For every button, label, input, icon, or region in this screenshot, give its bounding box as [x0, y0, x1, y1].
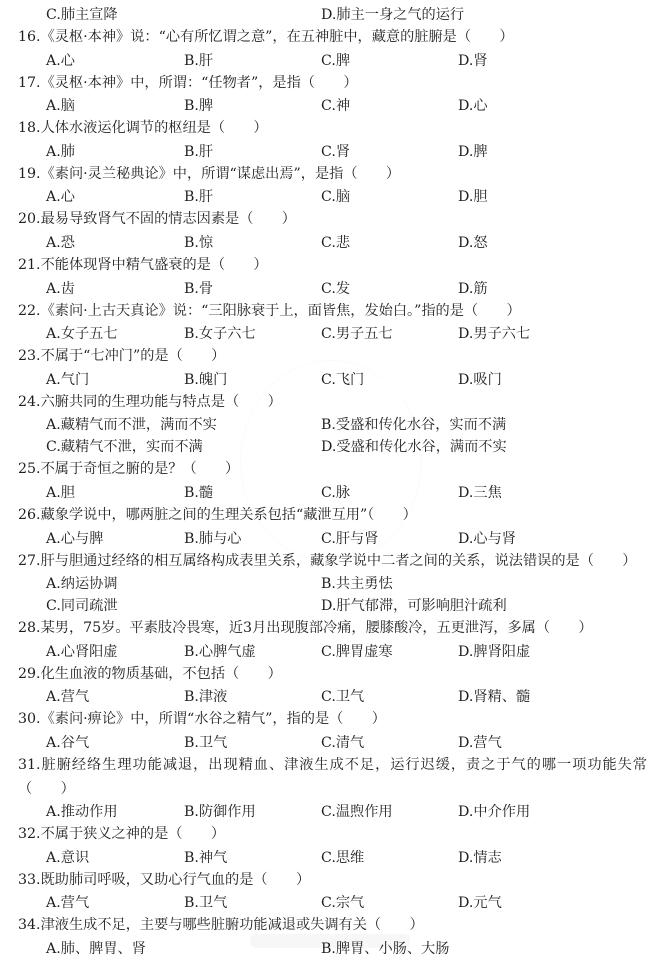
- option: B.肝: [184, 143, 214, 160]
- option: D.心: [458, 98, 488, 115]
- option: D.中介作用: [458, 804, 531, 821]
- option-row: [18, 482, 647, 504]
- question-stem: 25.不属于奇恒之腑的是？（ ）: [18, 461, 240, 478]
- option: C.脑: [321, 189, 351, 206]
- option-row: [18, 686, 647, 708]
- option-row: [18, 528, 647, 550]
- option: A.肺: [46, 143, 75, 160]
- option: A.心肾阳虚: [46, 643, 118, 660]
- question-stem: 18.人体水液运化调节的枢纽是（ ）: [18, 120, 268, 137]
- question-stem: 33.既助肺司呼吸，又助心行气血的是（ ）: [18, 871, 311, 888]
- option: C.脾胃虚寒: [321, 643, 393, 660]
- option: A.恐: [46, 234, 75, 251]
- option: B.骨: [184, 280, 214, 297]
- option: A.肺、脾胃、肾: [46, 940, 146, 957]
- option: B.髓: [184, 484, 214, 501]
- option-row: [18, 4, 647, 26]
- question-stem: 20.最易导致肾气不固的情志因素是（ ）: [18, 211, 296, 228]
- question-stem: 30.《素问·痹论》中，所谓“水谷之精气”，指的是（ ）: [18, 711, 386, 728]
- option: B.肺与心: [184, 530, 242, 547]
- option: D.肝气郁滞，可影响胆汁疏利: [321, 598, 507, 615]
- option: B.脾: [184, 98, 214, 115]
- option: D.肺主一身之气的运行: [321, 7, 465, 23]
- question-stem: 27.肝与胆通过经络的相互属络构成表里关系，藏象学说中二者之间的关系，说法错误的是（ ）: [18, 552, 637, 569]
- option: A.营气: [46, 689, 90, 706]
- option-row: [18, 186, 647, 208]
- question-stem: 23.不属于“七冲门”的是（ ）: [18, 348, 226, 365]
- question-stem: 31.脏腑经络生理功能减退，出现精血、津液生成不足，运行迟缓，责之于气的哪一项功能失常（ ）: [18, 756, 647, 797]
- option: A.胆: [46, 484, 75, 501]
- option-row: [18, 732, 647, 754]
- option: C.藏精气不泄，实而不满: [46, 439, 203, 456]
- option: D.肾: [458, 52, 488, 69]
- option: A.推动作用: [46, 804, 118, 821]
- option-row: [18, 232, 647, 254]
- option-row: [18, 847, 647, 869]
- option-row: [18, 801, 647, 823]
- option: D.营气: [458, 734, 502, 751]
- option: C.思维: [321, 849, 365, 866]
- option: A.心: [46, 189, 75, 206]
- question-stem: 21.不能体现肾中精气盛衰的是（ ）: [18, 256, 268, 273]
- question-list: [18, 26, 647, 960]
- option: A.纳运协调: [46, 576, 118, 593]
- option: B.女子六七: [184, 326, 256, 343]
- option-row: [18, 573, 647, 617]
- option: C.肝与肾: [321, 530, 379, 547]
- option: B.肝: [184, 52, 214, 69]
- option: D.吸门: [458, 371, 502, 388]
- option: B.卫气: [184, 895, 228, 912]
- option: B.心脾气虚: [184, 643, 256, 660]
- option: D.筋: [458, 280, 488, 297]
- option: B.肝: [184, 189, 214, 206]
- option: D.三焦: [458, 484, 502, 501]
- option: D.脾: [458, 143, 488, 160]
- option: B.共主勇怯: [321, 576, 393, 593]
- option: C.同司疏泄: [46, 598, 118, 615]
- option: C.肺主宣降: [46, 7, 118, 23]
- option: D.心与肾: [458, 530, 516, 547]
- option: D.元气: [458, 895, 502, 912]
- option: C.脉: [321, 484, 351, 501]
- question-stem: 16.《灵枢·本神》说：“心有所忆谓之意”，在五神脏中，藏意的脏腑是（ ）: [18, 29, 514, 45]
- option-row: [18, 141, 647, 163]
- question-stem: 24.六腑共同的生理功能与特点是（ ）: [18, 393, 282, 410]
- question-stem: 29.化生血液的物质基础，不包括（ ）: [18, 665, 282, 682]
- question-stem: 17.《灵枢·本神》中，所谓：“任物者”，是指（ ）: [18, 74, 358, 91]
- option: B.津液: [184, 689, 228, 706]
- option-row: [18, 641, 647, 663]
- option: A.脑: [46, 98, 75, 115]
- option: D.受盛和传化水谷，满而不实: [321, 439, 507, 456]
- option-row: [18, 50, 647, 72]
- option: A.意识: [46, 849, 90, 866]
- option: C.宗气: [321, 895, 365, 912]
- option: C.脾: [321, 52, 351, 69]
- option: C.发: [321, 280, 351, 297]
- question-stem: 22.《素问·上古天真论》说：“三阳脉衰于上，面皆焦，发始白。”指的是（ ）: [18, 302, 521, 319]
- option: C.温煦作用: [321, 804, 393, 821]
- option: A.藏精气而不泄，满而不实: [46, 417, 217, 434]
- option-row: [18, 414, 647, 458]
- question-stem: 34.津液生成不足，主要与哪些脏腑功能减退或失调有关（ ）: [18, 917, 424, 934]
- option: D.情志: [458, 849, 502, 866]
- option: C.卫气: [321, 689, 365, 706]
- option: B.受盛和传化水谷，实而不满: [321, 417, 507, 434]
- question-stem: 19.《素问·灵兰秘典论》中，所谓“谋虑出焉”，是指（ ）: [18, 165, 401, 182]
- option: D.肾精、髓: [458, 689, 531, 706]
- option: C.肾: [321, 143, 351, 160]
- option: C.清气: [321, 734, 365, 751]
- option-row: [18, 95, 647, 117]
- option: C.悲: [321, 234, 351, 251]
- question-stem: 26.藏象学说中，哪两脏之间的生理关系包括“藏泄互用”（ ）: [18, 506, 417, 523]
- option: A.谷气: [46, 734, 90, 751]
- bottom-watermark: [250, 934, 410, 948]
- option: D.胆: [458, 189, 488, 206]
- question-stem: 28.某男，75岁。平素肢冷畏寒，近3月出现腹部冷痛，腰膝酸冷，五更泄泻，多属（ ）: [18, 620, 593, 637]
- option: D.脾肾阳虚: [458, 643, 531, 660]
- option: A.女子五七: [46, 326, 118, 343]
- option: B.魄门: [184, 371, 228, 388]
- option: A.齿: [46, 280, 75, 297]
- option: A.营气: [46, 895, 90, 912]
- option: D.怒: [458, 234, 488, 251]
- option-row: [18, 892, 647, 914]
- option-row: [18, 278, 647, 300]
- option: B.神气: [184, 849, 228, 866]
- option-row: [18, 369, 647, 391]
- option: B.防御作用: [184, 804, 256, 821]
- option: C.飞门: [321, 371, 365, 388]
- option: C.神: [321, 98, 351, 115]
- option: C.男子五七: [321, 326, 393, 343]
- option: A.心与脾: [46, 530, 104, 547]
- option: B.惊: [184, 234, 214, 251]
- option: A.气门: [46, 371, 90, 388]
- option: B.卫气: [184, 734, 228, 751]
- option: D.男子六七: [458, 326, 531, 343]
- question-stem: 32.不属于狭义之神的是（ ）: [18, 826, 226, 843]
- option: A.心: [46, 52, 75, 69]
- option-row: [18, 323, 647, 345]
- option: B.脾胃、小肠、大肠: [321, 940, 450, 957]
